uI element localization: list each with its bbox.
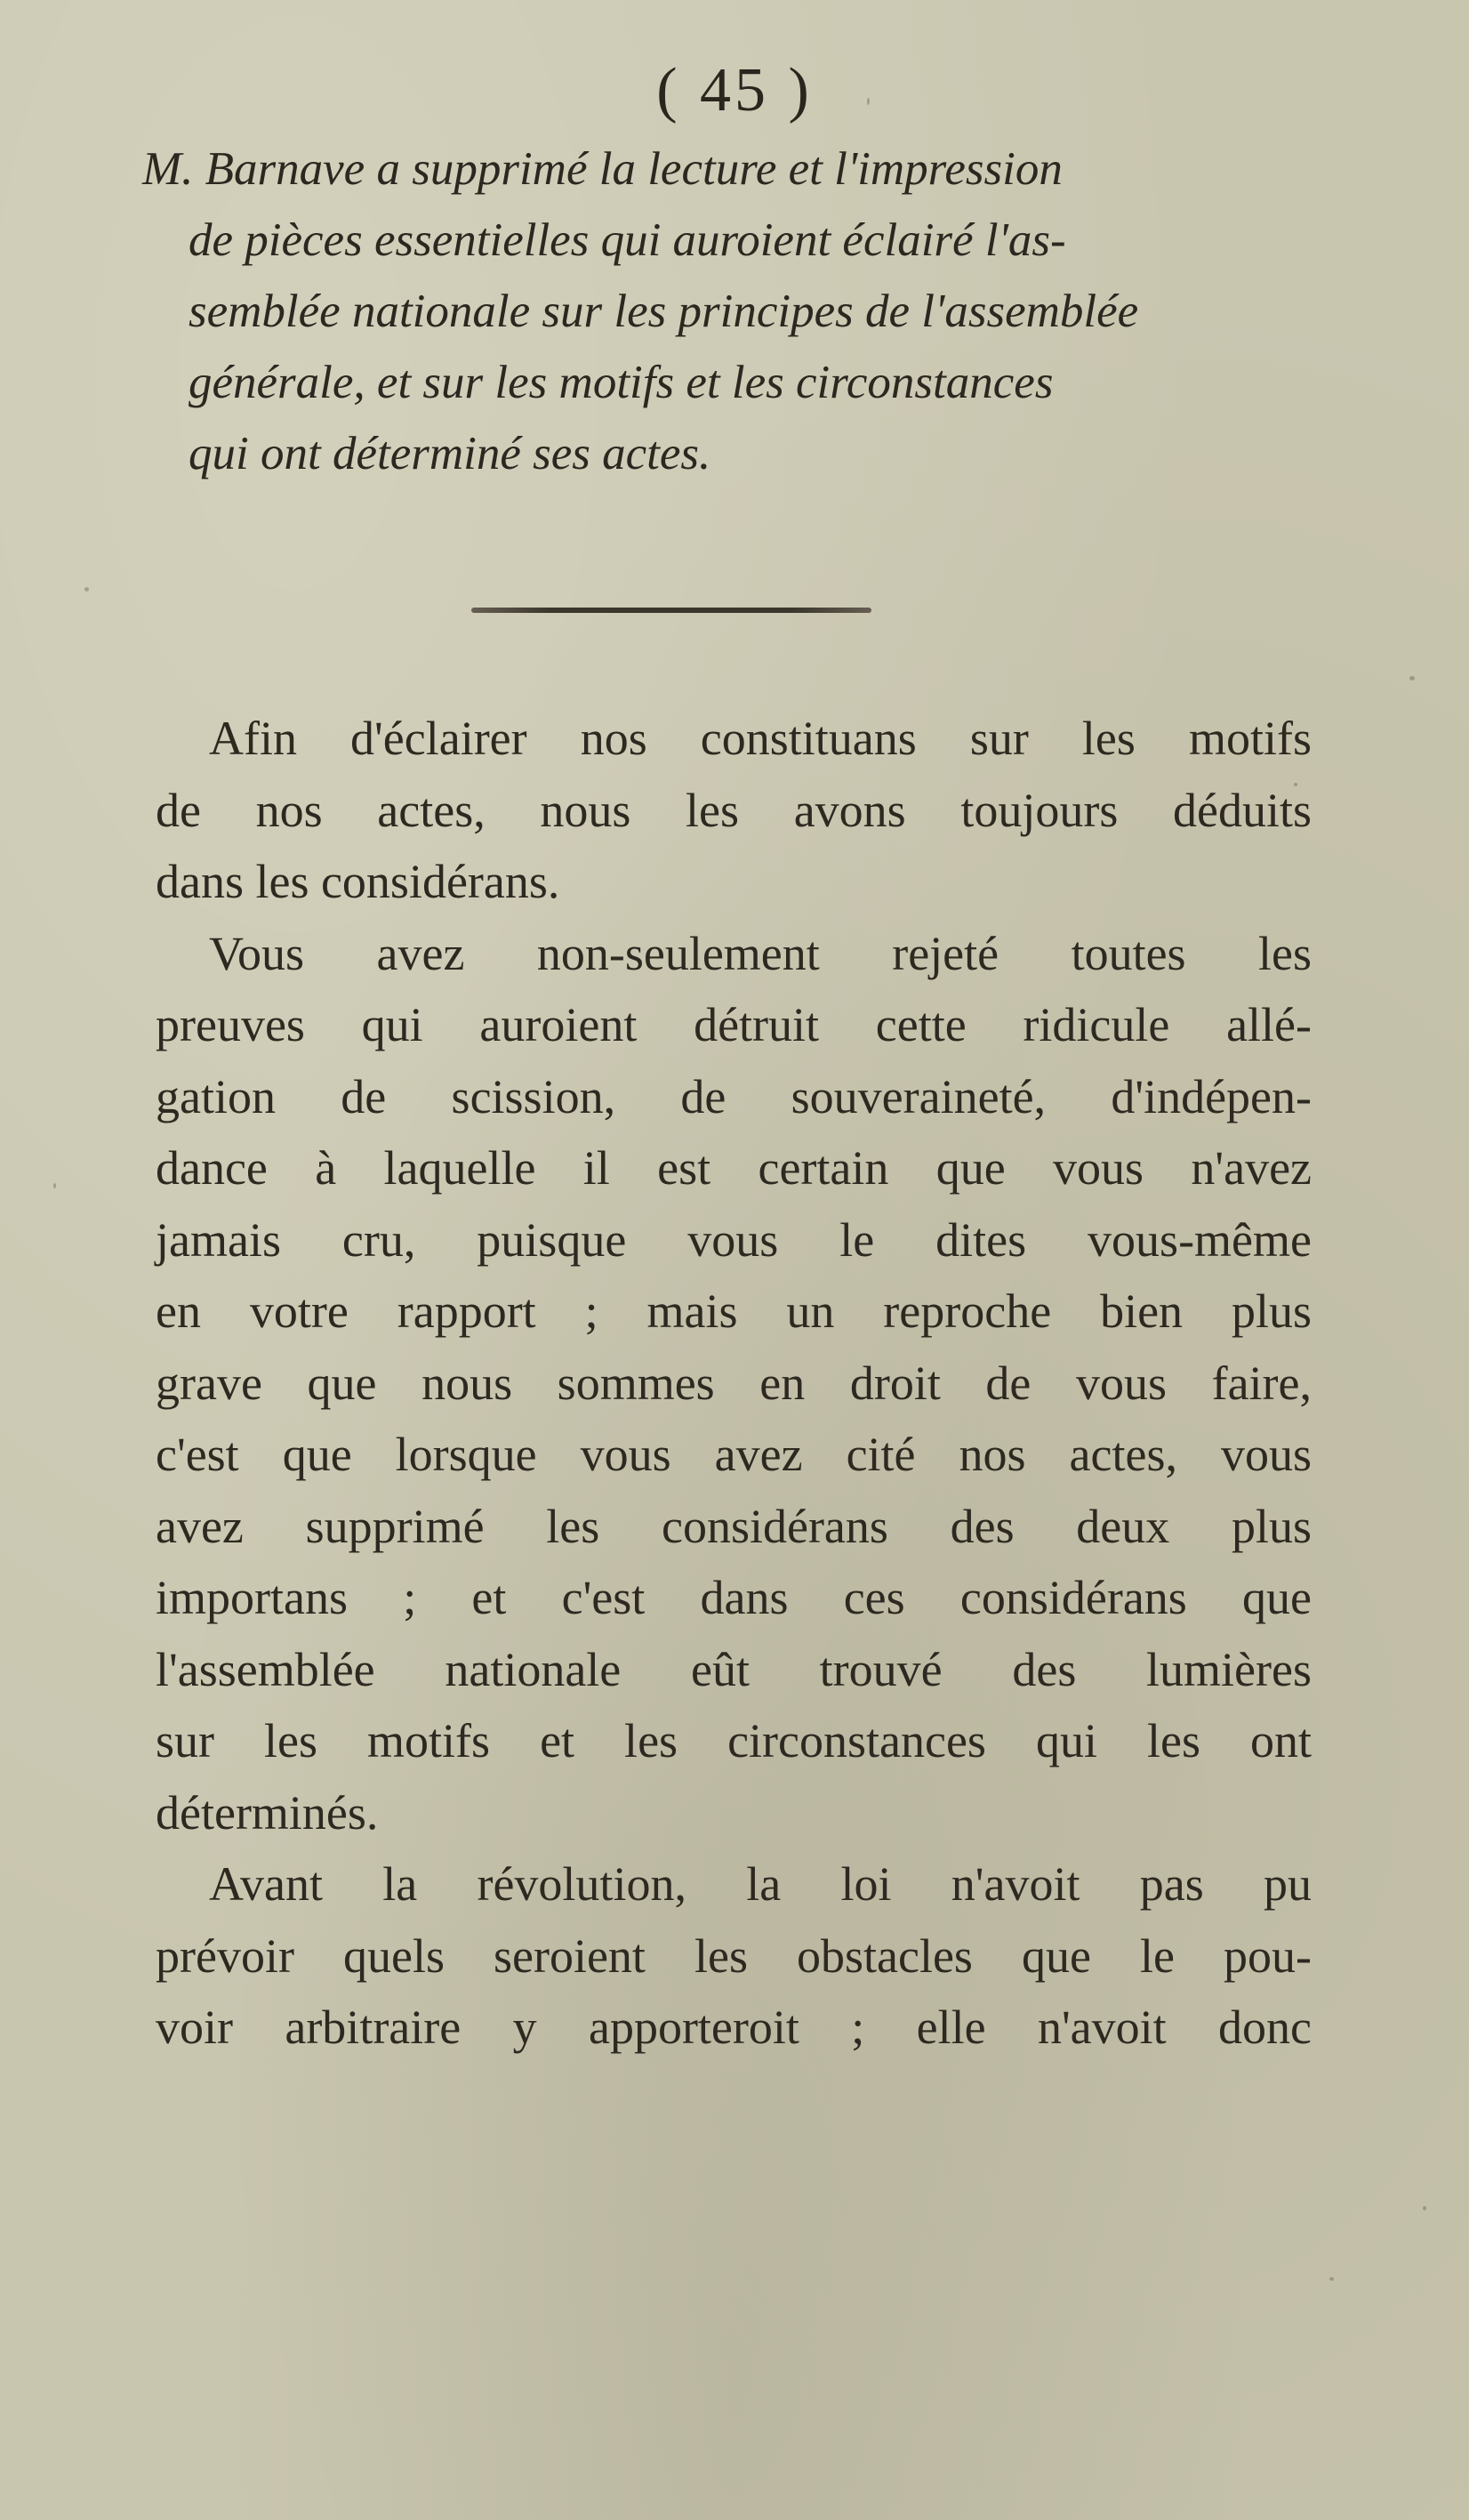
- text-line: dans les considérans.: [156, 855, 560, 908]
- page-number: ( 45 ): [656, 56, 813, 125]
- paper-speck: [1409, 676, 1415, 680]
- section-divider-rule: [471, 608, 871, 613]
- footnote-line: générale, et sur les motifs et les circonstances: [189, 357, 1054, 408]
- text-line: avez supprimé les considérans des deux plus: [156, 1499, 1312, 1553]
- text-line: Avant la révolution, la loi n'avoit pas pu: [209, 1857, 1312, 1911]
- text-line: l'assemblée nationale eût trouvé des lumières: [156, 1642, 1312, 1696]
- text-line: voir arbitraire y apporteroit ; elle n'avoit donc: [156, 2001, 1312, 2054]
- footnote-line: qui ont déterminé ses actes.: [189, 428, 711, 479]
- footnote-block: [142, 133, 1307, 489]
- footnote-line: de pièces essentielles qui auroient éclairé l'as-: [189, 214, 1066, 266]
- paper-speck: [1294, 783, 1297, 786]
- footnote-line: semblée nationale sur les principes de l'assemblée: [189, 286, 1139, 337]
- text-line: c'est que lorsque vous avez cité nos actes, vous: [156, 1428, 1312, 1481]
- text-line: de nos actes, nous les avons toujours déduits: [156, 783, 1312, 837]
- paper-speck: [1329, 2277, 1334, 2281]
- paragraph: [156, 918, 1312, 1849]
- text-line: grave que nous sommes en droit de vous faire,: [156, 1356, 1312, 1410]
- text-line: Vous avez non-seulement rejeté toutes les: [209, 926, 1312, 980]
- text-line: déterminés.: [156, 1785, 379, 1840]
- text-line: Afin d'éclairer nos constituans sur les motifs: [209, 712, 1312, 765]
- text-line: preuves qui auroient détruit cette ridicule allé-: [156, 998, 1312, 1051]
- body-text: [156, 703, 1312, 2064]
- paper-speck: [84, 587, 89, 592]
- paper-speck: [53, 1183, 56, 1188]
- paragraph: [156, 1848, 1312, 2064]
- paragraph: [156, 703, 1312, 918]
- text-line: gation de scission, de souveraineté, d'indépen-: [156, 1069, 1312, 1123]
- paper-speck: [1423, 2206, 1426, 2210]
- text-line: en votre rapport ; mais un reproche bien plus: [156, 1284, 1312, 1338]
- paper-speck: [867, 98, 870, 105]
- text-line: importans ; et c'est dans ces considérans que: [156, 1571, 1312, 1624]
- text-line: dance à laquelle il est certain que vous n'avez: [156, 1141, 1312, 1195]
- text-line: prévoir quels seroient les obstacles que le pou-: [156, 1928, 1312, 1983]
- footnote-line: M. Barnave a supprimé la lecture et l'impression: [142, 143, 1063, 195]
- text-line: sur les motifs et les circonstances qui les ont: [156, 1714, 1312, 1767]
- text-line: jamais cru, puisque vous le dites vous-même: [156, 1212, 1312, 1267]
